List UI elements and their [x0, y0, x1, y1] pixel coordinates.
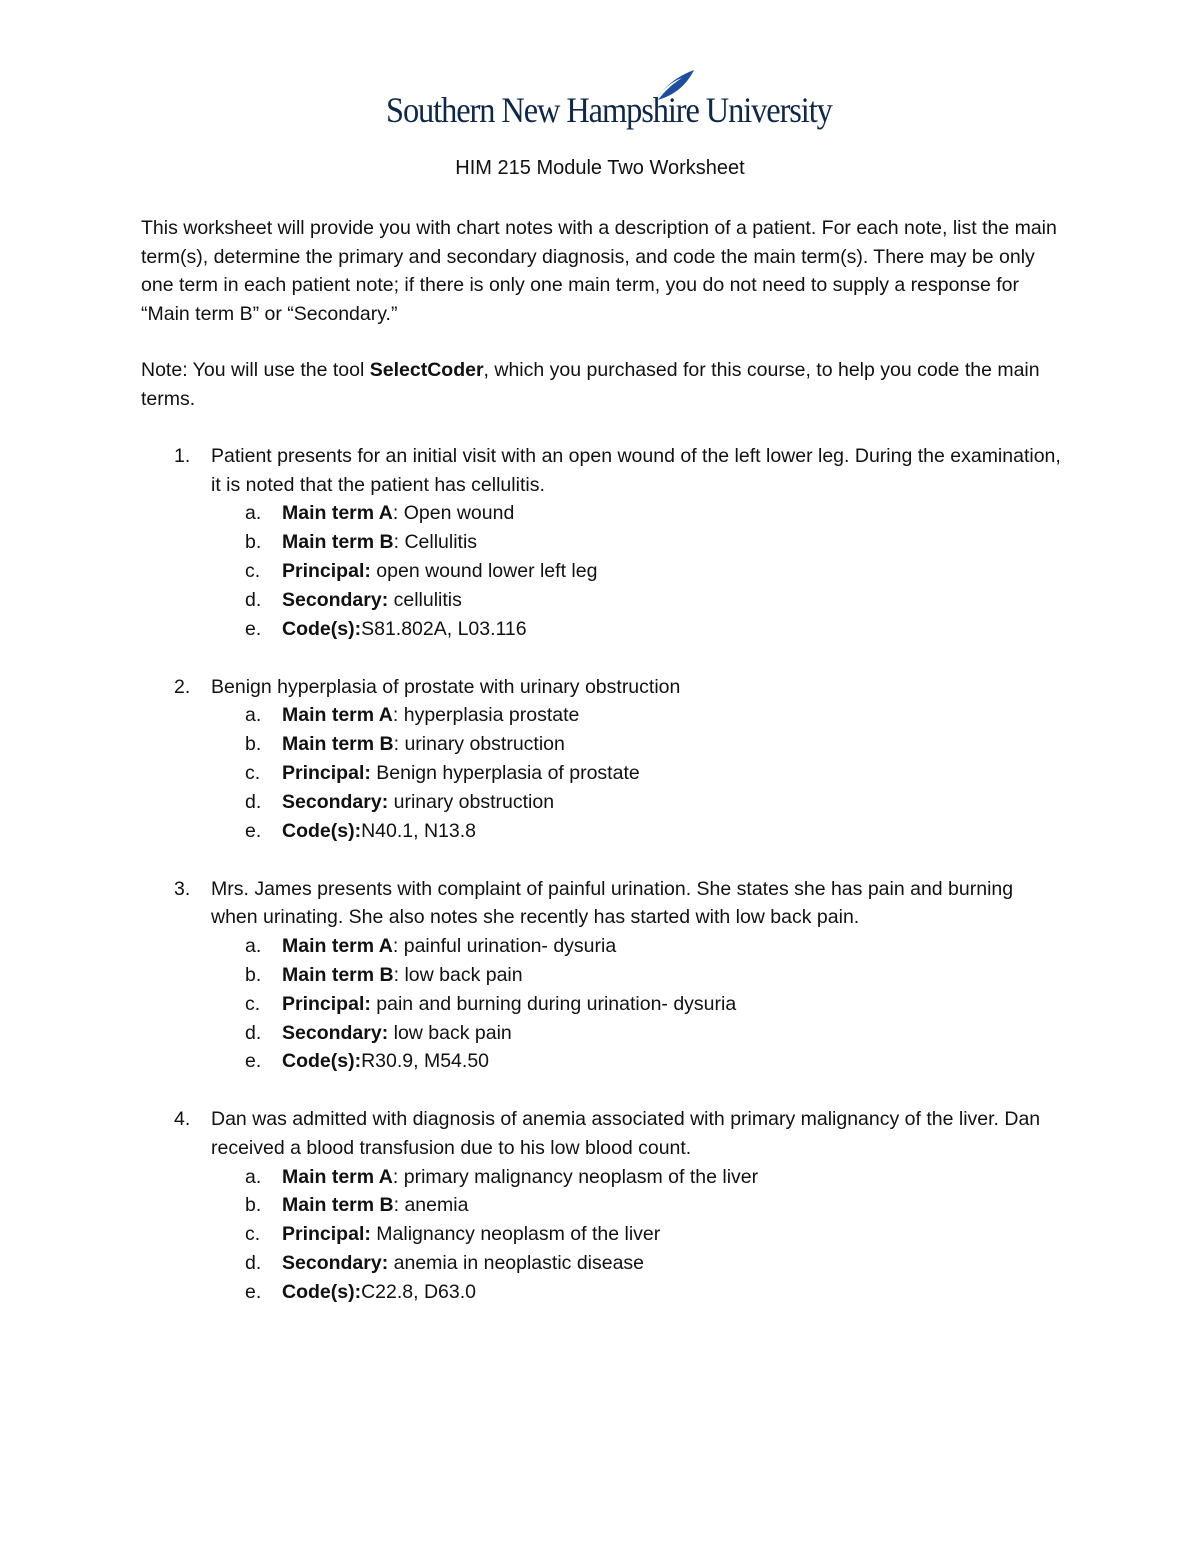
answer-codes: e. Code(s):N40.1, N13.8	[245, 819, 476, 842]
note-paragraph	[141, 356, 1061, 413]
answer-main-term-b: b. Main term B: anemia	[245, 1194, 469, 1217]
answer-list	[0, 499, 1200, 643]
answer-principal: c. Principal: pain and burning during urination- dysuria	[245, 992, 737, 1015]
question-text: Patient presents for an initial visit with an open wound of the left lower leg. During the examination, it is noted that the patient has cellulitis.	[211, 445, 1061, 496]
answer-main-term-a: a. Main term A: Open wound	[245, 502, 515, 525]
answer-main-term-a: a. Main term A: painful urination- dysuria	[245, 934, 617, 957]
answer-main-term-a: a. Main term A: hyperplasia prostate	[245, 704, 580, 727]
answer-principal: c. Principal: Benign hyperplasia of prostate	[245, 762, 640, 785]
question-text: Dan was admitted with diagnosis of anemia associated with primary malignancy of the liver. Dan received a blood transfusion due to his low blood count.	[211, 1108, 1041, 1159]
question-number: 4.	[174, 1108, 191, 1131]
logo-wordmark: Southern New Hampshire University	[386, 90, 832, 130]
answer-main-term-b: b. Main term B: low back pain	[245, 963, 523, 986]
answer-list	[0, 932, 1200, 1076]
answer-list	[0, 1163, 1200, 1307]
intro-paragraph: This worksheet will provide you with chart notes with a description of a patient. For each note, list the main term(s), determine the primary and secondary diagnosis, and code the main term(s). There may be only one term in each patient note; if there is only one main term, you do not need to supply a response for “Main term B” or “Secondary.”	[141, 217, 1057, 325]
university-logo	[386, 68, 832, 138]
answer-codes: e. Code(s):R30.9, M54.50	[245, 1050, 490, 1073]
note-after: , which you purchased for this course, to help you code the main terms.	[141, 359, 1040, 410]
answer-secondary: d. Secondary: urinary obstruction	[245, 790, 555, 813]
question-item	[0, 442, 1200, 644]
question-list	[0, 442, 1200, 1336]
question-number: 3.	[174, 877, 191, 900]
note-before: Note: You will use the tool	[141, 359, 370, 381]
answer-principal: c. Principal: open wound lower left leg	[245, 559, 598, 582]
tool-name: SelectCoder	[369, 359, 484, 381]
answer-secondary: d. Secondary: anemia in neoplastic disease	[245, 1252, 645, 1275]
question-number: 2.	[174, 675, 191, 698]
question-number: 1.	[174, 445, 191, 467]
answer-codes: e. Code(s):C22.8, D63.0	[245, 1281, 476, 1304]
question-text: Mrs. James presents with complaint of painful urination. She states she has pain and burning when urinating. She also notes she recently has started with low back pain.	[211, 877, 1014, 929]
worksheet-title: HIM 215 Module Two Worksheet	[455, 157, 745, 179]
question-text: Benign hyperplasia of prostate with urinary obstruction	[211, 675, 681, 698]
answer-main-term-a: a. Main term A: primary malignancy neoplasm of the liver	[245, 1165, 759, 1188]
answer-secondary: d. Secondary: low back pain	[245, 1021, 512, 1044]
question-item	[0, 1105, 1200, 1307]
question-item	[0, 875, 1200, 1077]
answer-main-term-b: b. Main term B: urinary obstruction	[245, 733, 565, 756]
answer-codes: e. Code(s):S81.802A, L03.116	[245, 617, 527, 640]
question-item	[0, 673, 1200, 846]
answer-principal: c. Principal: Malignancy neoplasm of the liver	[245, 1223, 661, 1246]
answer-secondary: d. Secondary: cellulitis	[245, 588, 462, 611]
answer-list	[0, 701, 1200, 845]
answer-main-term-b: b. Main term B: Cellulitis	[245, 531, 478, 554]
